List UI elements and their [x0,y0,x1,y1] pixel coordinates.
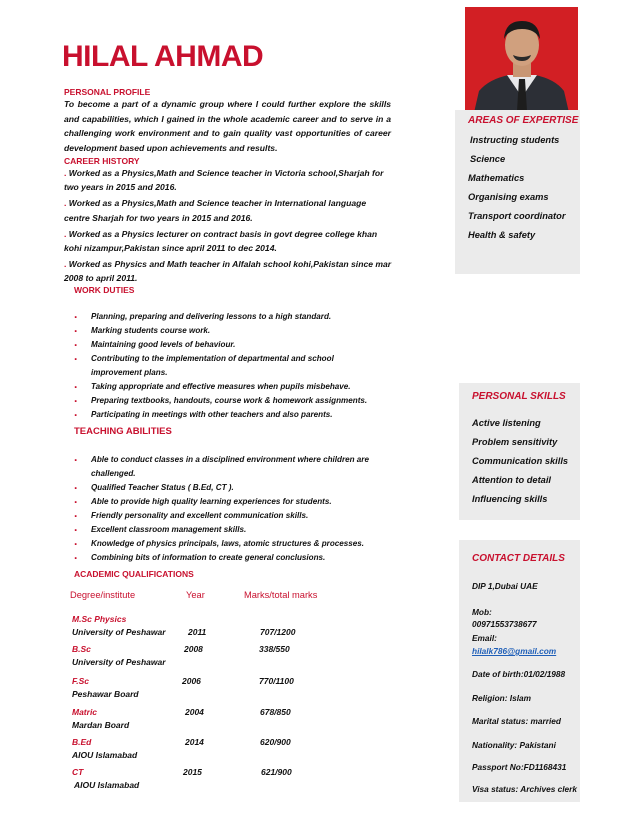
degree-year: 2015 [183,767,202,777]
academic-row [72,675,332,701]
skill-item: Problem sensitivity [472,437,558,447]
profile-photo [465,7,578,117]
contact-visa: Visa status: Archives clerk [472,784,577,794]
list-item: . Able to conduct classes in a disciplined environment where children are challenged. [74,453,374,480]
career-item: . Worked as a Physics,Math and Science teacher in Victoria school,Sharjah for two years in 2015 and 2016. [64,168,384,193]
academic-heading: ACADEMIC QUALIFICATIONS [74,569,194,579]
degree-year: 2004 [185,707,204,717]
expertise-panel [455,110,580,274]
degree-name: B.Sc [72,644,91,654]
degree-marks: 621/900 [261,767,292,777]
contact-panel [459,540,580,802]
degree-marks: 338/550 [259,644,290,654]
list-item: . Participating in meetings with other teachers and also parents. [74,408,374,422]
contact-email-link[interactable]: hilalk786@gmail.com [472,646,557,656]
degree-year: 2011 [188,627,207,637]
list-item: . Combining bits of information to create general conclusions. [74,551,374,565]
bullet-dot-icon: . [64,198,67,209]
contact-dob: Date of birth:01/02/1988 [472,669,566,679]
career-item: . Worked as Physics and Math teacher in Alfalah school kohi,Pakistan since mar 2008 to april 2011. [64,258,392,284]
bullet-dot-icon: . [64,168,67,178]
contact-address: DIP 1,Dubai UAE [472,581,538,591]
teaching-heading: TEACHING ABILITIES [74,426,172,437]
contact-nationality: Nationality: Pakistani [472,740,556,750]
academic-header-year: Year [186,590,205,600]
contact-heading: CONTACT DETAILS [472,553,565,564]
expertise-item: Organising exams [468,192,549,202]
academic-row [72,736,332,762]
list-item: . Knowledge of physics principals, laws, atomic structures & processes. [74,537,374,551]
skills-heading: PERSONAL SKILLS [472,391,566,402]
contact-marital: Marital status: married [472,716,561,726]
degree-marks: 770/1100 [259,676,294,686]
degree-name: F.Sc [72,676,90,686]
expertise-item: Health & safety [468,230,536,240]
list-item: . Taking appropriate and effective measures when pupils misbehave. [74,380,374,394]
teaching-list [74,453,374,565]
expertise-heading: AREAS OF EXPERTISE [468,115,579,126]
degree-year: 2014 [185,737,204,747]
career-list [64,166,394,287]
list-item: . Able to provide high quality learning experiences for students. [74,495,374,509]
institute-name: AIOU Islamabad [72,750,138,760]
expertise-item: Mathematics [468,173,525,183]
contact-passport: Passport No:FD1168431 [472,762,567,772]
skills-panel [459,383,580,520]
bullet-dot-icon: . [64,228,67,239]
institute-name: AIOU Islamabad [72,780,140,790]
bullet-dot-icon: . [64,258,67,269]
institute-name: Mardan Board [72,720,130,730]
contact-mobile: 00971553738677 [472,619,537,629]
list-item: . Contributing to the implementation of departmental and school improvement plans. [74,352,374,379]
list-item: . Friendly personality and excellent communication skills. [74,509,374,523]
person-photo-icon [465,7,578,117]
list-item: . Preparing textbooks, handouts, course work & homework assignments. [74,394,374,408]
degree-name: Matric [72,707,98,717]
skill-item: Attention to detail [472,475,552,485]
career-heading: CAREER HISTORY [64,156,140,166]
work-duties-list [74,310,374,422]
institute-name: University of Peshawar [72,627,166,637]
degree-marks: 678/850 [260,707,291,717]
degree-name: M.Sc Physics [72,614,127,624]
skill-item: Communication skills [472,456,569,466]
expertise-item: Science [470,154,506,164]
skill-item: Influencing skills [472,494,548,504]
degree-name: CT [72,767,84,777]
degree-marks: 620/900 [260,737,291,747]
academic-row [72,766,332,792]
list-item: . Qualified Teacher Status ( B.Ed, CT ). [74,481,374,495]
contact-mob-label: Mob: [472,607,492,617]
profile-text: To become a part of a dynamic group where I could further explore the skills and capabilities, which I gained in the whole academic career and to serve in a challenging work environment and to gain quality vast opportunities of career development based upon achievements and results. [64,99,391,153]
degree-year: 2006 [182,676,201,686]
list-item: . Marking students course work. [74,324,374,338]
degree-year: 2008 [184,644,203,654]
list-item: . Maintaining good levels of behaviour. [74,338,374,352]
academic-header-marks: Marks/total marks [244,590,318,600]
career-item: . Worked as a Physics lecturer on contract basis in govt degree college khan kohi nizampur,Pakistan since april 2011 to dec 2014. [64,228,378,254]
list-item: . Planning, preparing and delivering lessons to a high standard. [74,310,374,324]
institute-name: University of Peshawar [72,657,166,667]
institute-name: Peshawar Board [72,689,139,699]
degree-marks: 707/1200 [260,627,296,637]
expertise-item: Transport coordinator [468,211,566,221]
degree-name: B.Ed [72,737,92,747]
expertise-item: Instructing students [470,135,560,145]
list-item: . Excellent classroom management skills. [74,523,374,537]
contact-religion: Religion: Islam [472,693,532,703]
academic-row [72,643,332,669]
candidate-name: HILAL AHMAD [62,40,264,73]
career-item: . Worked as a Physics,Math and Science teacher in International language centre Sharjah for two years in 2015 and 2016. [64,198,367,223]
profile-heading: PERSONAL PROFILE [64,87,151,97]
academic-header-degree: Degree/institute [70,590,136,600]
academic-row [72,613,332,639]
skill-item: Active listening [472,418,541,428]
contact-email-label: Email: [472,633,497,643]
work-duties-heading: WORK DUTIES [74,285,135,295]
academic-row [72,706,332,732]
